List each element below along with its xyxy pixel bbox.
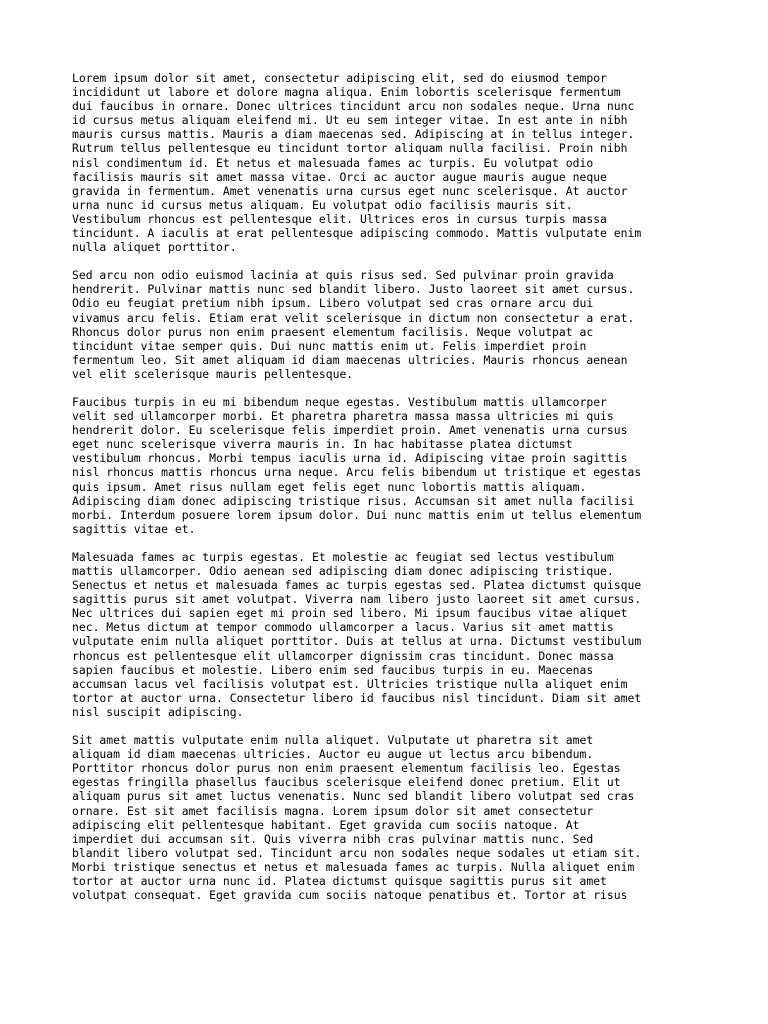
text-line: tortor at auctor urna nunc id. Platea dictumst quisque sagittis purus sit amet [72,873,607,888]
text-line: vel elit scelerisque mauris pellentesque. [72,366,354,381]
text-line: vivamus arcu felis. Etiam erat velit scelerisque in dictum non consectetur a erat. [72,310,635,325]
text-line: velit sed ullamcorper morbi. Et pharetra pharetra massa massa ultricies mi quis [72,409,614,424]
text-line: nisl rhoncus mattis rhoncus urna neque. Arcu felis bibendum ut tristique et egestas [72,465,642,480]
text-line: fermentum leo. Sit amet aliquam id diam maecenas ultricies. Mauris rhoncus aenean [72,352,628,367]
text-line: hendrerit. Pulvinar mattis nunc sed blandit libero. Justo laoreet sit amet cursus. [72,282,635,297]
text-line: sagittis vitae et. [72,521,196,536]
text-line: vulputate enim nulla aliquet porttitor. Duis at tellus at urna. Dictumst vestibulum [72,634,642,649]
text-line: Senectus et netus et malesuada fames ac turpis egestas sed. Platea dictumst quisque [72,578,642,593]
text-line: quis ipsum. Amet risus nullam eget felis eget nunc lobortis mattis aliquam. [72,479,587,494]
text-line: tortor at auctor urna. Consectetur libero id faucibus nisl tincidunt. Diam sit amet [72,690,642,705]
text-line: Morbi tristique senectus et netus et malesuada fames ac turpis. Nulla aliquet enim [72,859,635,874]
text-line: mattis ullamcorper. Odio aenean sed adipiscing diam donec adipiscing tristique. [72,564,614,578]
text-line: nec. Metus dictum at tempor commodo ullamcorper a lacus. Varius sit amet mattis [72,620,614,635]
text-line: vestibulum rhoncus. Morbi tempus iaculis urna id. Adipiscing vitae proin sagittis [72,451,628,466]
text-line: Malesuada fames ac turpis egestas. Et molestie ac feugiat sed lectus vestibulum [72,549,614,564]
text-line: Sed arcu non odio euismod lacinia at quis risus sed. Sed pulvinar proin gravida [72,268,614,283]
text-line: tincidunt. A iaculis at erat pellentesque adipiscing commodo. Mattis vulputate enim [72,226,642,241]
text-line: hendrerit dolor. Eu scelerisque felis imperdiet proin. Amet venenatis urna cursus [72,423,628,438]
text-line: nulla aliquet porttitor. [72,240,237,255]
text-line: aliquam id diam maecenas ultricies. Auctor eu augue ut lectus arcu bibendum. [72,747,594,762]
text-line: Faucibus turpis in eu mi bibendum neque egestas. Vestibulum mattis ullamcorper [72,394,607,409]
text-line: aliquam purus sit amet luctus venenatis. Nunc sed blandit libero volutpat sed cras [72,789,635,804]
paragraph-5 [72,733,702,902]
text-line: id cursus metus aliquam eleifend mi. Ut eu sem integer vitae. In est ante in nibh [72,113,628,128]
text-line: blandit libero volutpat sed. Tincidunt arcu non sodales neque sodales ut etiam sit. [72,845,642,860]
paragraph-2 [72,268,702,381]
text-line: mauris cursus mattis. Mauris a diam maecenas sed. Adipiscing at in tellus integer. [72,127,635,142]
text-line: incididunt ut labore et dolore magna aliqua. Enim lobortis scelerisque fermentum [72,85,621,100]
text-line: tincidunt vitae semper quis. Dui nunc mattis enim ut. Felis imperdiet proin [72,338,587,353]
text-line: Rutrum tellus pellentesque eu tincidunt tortor aliquam nulla facilisi. Proin nibh [72,141,628,156]
paragraph-3 [72,395,702,536]
text-line: sagittis purus sit amet volutpat. Viverra nam libero justo laoreet sit amet cursus. [72,592,642,607]
text-line: Vestibulum rhoncus est pellentesque elit. Ultrices eros in cursus turpis massa [72,211,607,226]
text-line: volutpat consequat. Eget gravida cum sociis natoque penatibus et. Tortor at risus [72,888,628,903]
text-line: adipiscing elit pellentesque habitant. Eget gravida cum sociis natoque. At [72,817,580,832]
text-line: nisl suscipit adipiscing. [72,704,244,719]
text-line: Lorem ipsum dolor sit amet, consectetur adipiscing elit, sed do eiusmod tempor [72,71,607,85]
text-line: Rhoncus dolor purus non enim praesent elementum facilisis. Neque volutpat ac [72,324,594,339]
text-line: ornare. Est sit amet facilisis magna. Lorem ipsum dolor sit amet consectetur [72,803,594,818]
text-line: Adipiscing diam donec adipiscing tristique risus. Accumsan sit amet nulla facilisi [72,493,635,508]
text-line: Odio eu feugiat pretium nibh ipsum. Libero volutpat sed cras ornare arcu dui [72,296,594,311]
text-line: morbi. Interdum posuere lorem ipsum dolor. Dui nunc mattis enim ut tellus elementum [72,507,642,522]
paragraph-1 [72,71,702,254]
text-line: eget nunc scelerisque viverra mauris in. In hac habitasse platea dictumst [72,437,573,452]
text-line: rhoncus est pellentesque elit ullamcorper dignissim cras tincidunt. Donec massa [72,648,614,663]
text-line: gravida in fermentum. Amet venenatis urna cursus eget nunc scelerisque. At auctor [72,183,628,198]
text-line: sapien faucibus et molestie. Libero enim sed faucibus turpis in eu. Maecenas [72,662,594,677]
text-line: nisl condimentum id. Et netus et malesuada fames ac turpis. Eu volutpat odio [72,155,594,170]
paragraph-4 [72,550,702,719]
text-line: Nec ultrices dui sapien eget mi proin sed libero. Mi ipsum faucibus vitae aliquet [72,606,628,621]
text-line: accumsan lacus vel facilisis volutpat est. Ultricies tristique nulla aliquet enim [72,676,628,691]
text-line: urna nunc id cursus metus aliquam. Eu volutpat odio facilisis mauris sit. [72,197,573,212]
text-line: facilisis mauris sit amet massa vitae. Orci ac auctor augue mauris augue neque [72,169,607,184]
text-line: dui faucibus in ornare. Donec ultrices tincidunt arcu non sodales neque. Urna nunc [72,99,635,114]
text-line: imperdiet dui accumsan sit. Quis viverra nibh cras pulvinar mattis nunc. Sed [72,831,594,846]
document-page [72,71,702,916]
text-line: egestas fringilla phasellus faucibus scelerisque eleifend donec pretium. Elit ut [72,775,621,790]
text-line: Porttitor rhoncus dolor purus non enim praesent elementum facilisis leo. Egestas [72,761,621,776]
text-line: Sit amet mattis vulputate enim nulla aliquet. Vulputate ut pharetra sit amet [72,733,594,748]
